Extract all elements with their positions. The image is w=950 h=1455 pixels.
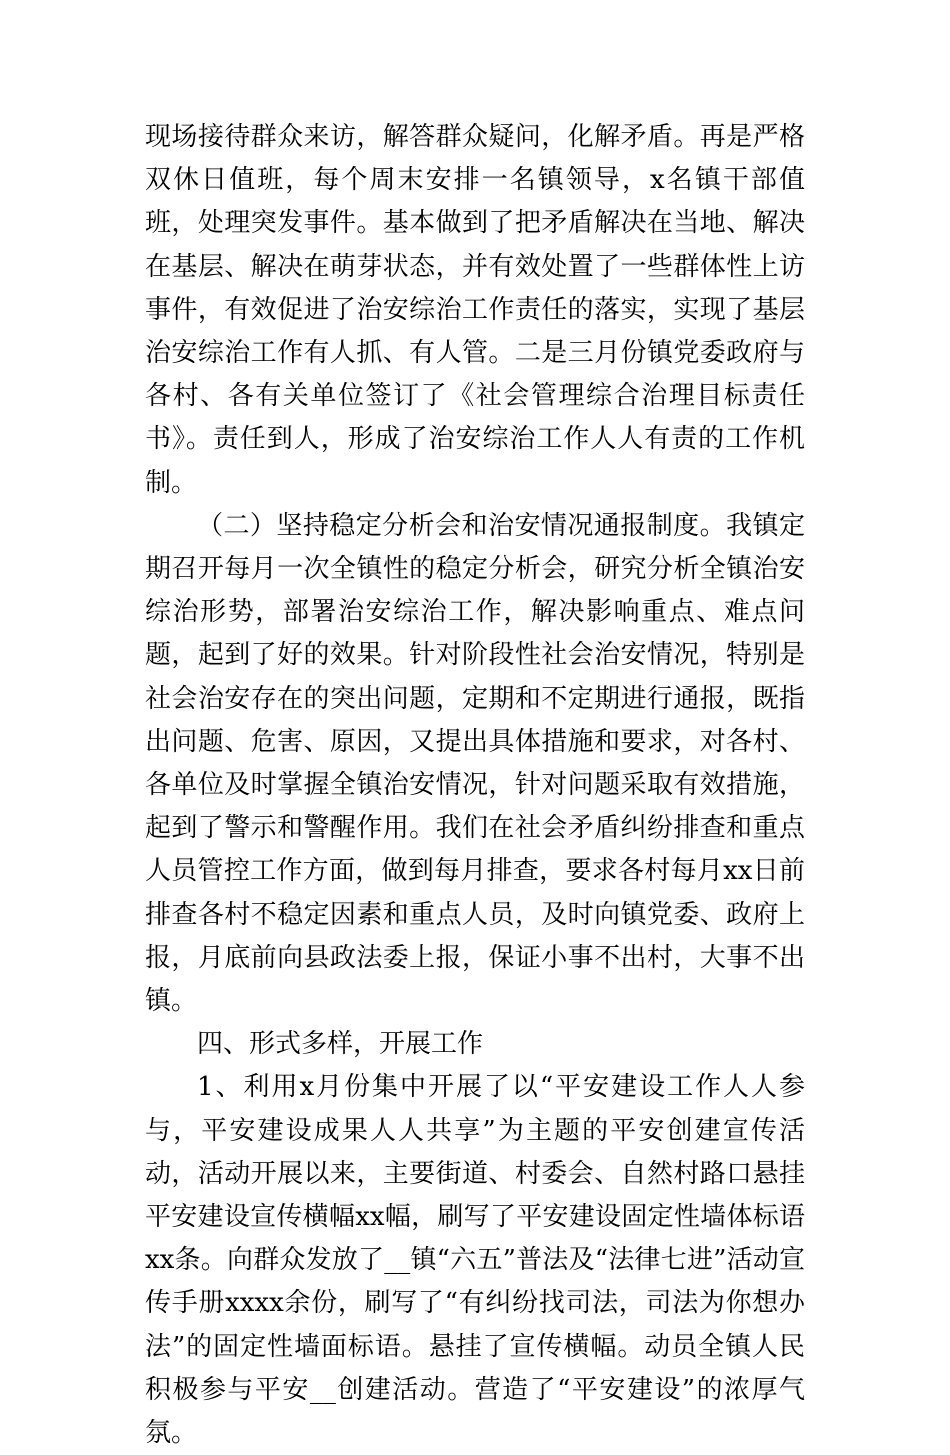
paragraph-publicity: 1、利用x月份集中开展了以“平安建设工作人人参与，平安建设成果人人共享”为主题的平安创建宣传活动，活动开展以来，主要街道、村委会、自然村路口悬挂平安建设宣传横幅xx幅，刷写了平安建设固定性墙体标语xx条。向群众发放了__镇“六五”普法及“法律七进”活动宣传手册xxxx余份，刷写了“有纠纷找司法，司法为你想办法”的固定性墙面标语。悬挂了宣传横幅。动员全镇人民积极参与平安__创建活动。营造了“平安建设”的浓厚气氛。: [145, 1072, 805, 1449]
paragraph-stability-meetings: （二）坚持稳定分析会和治安情况通报制度。我镇定期召开每月一次全镇性的稳定分析会，研究分析全镇治安综治形势，部署治安综治工作，解决影响重点、难点问题，起到了好的效果。针对阶段性社会治安情况，特别是社会治安存在的突出问题，定期和不定期进行通报，既指出问题、危害、原因，又提出具体措施和要求，对各村、各单位及时掌握全镇治安情况，针对问题采取有效措施，起到了警示和警醒作用。我们在社会矛盾纠纷排查和重点人员管控工作方面，做到每月排查，要求各村每月xx日前排查各村不稳定因素和重点人员，及时向镇党委、政府上报，月底前向县政法委上报，保证小事不出村，大事不出镇。: [145, 510, 805, 1017]
document-body: [145, 116, 805, 1455]
section-heading: 四、形式多样，开展工作: [197, 1029, 484, 1060]
paragraph-continued: 现场接待群众来访，解答群众疑问，化解矛盾。再是严格双休日值班，每个周末安排一名镇领导，x名镇干部值班，处理突发事件。基本做到了把矛盾解决在当地、解决在基层、解决在萌芽状态，并有效处置了一些群体性上访事件，有效促进了治安综治工作责任的落实，实现了基层治安综治工作有人抓、有人管。二是三月份镇党委政府与各村、各有关单位签订了《社会管理综合治理目标责任书》。责任到人，形成了治安综治工作人人有责的工作机制。: [145, 122, 805, 498]
